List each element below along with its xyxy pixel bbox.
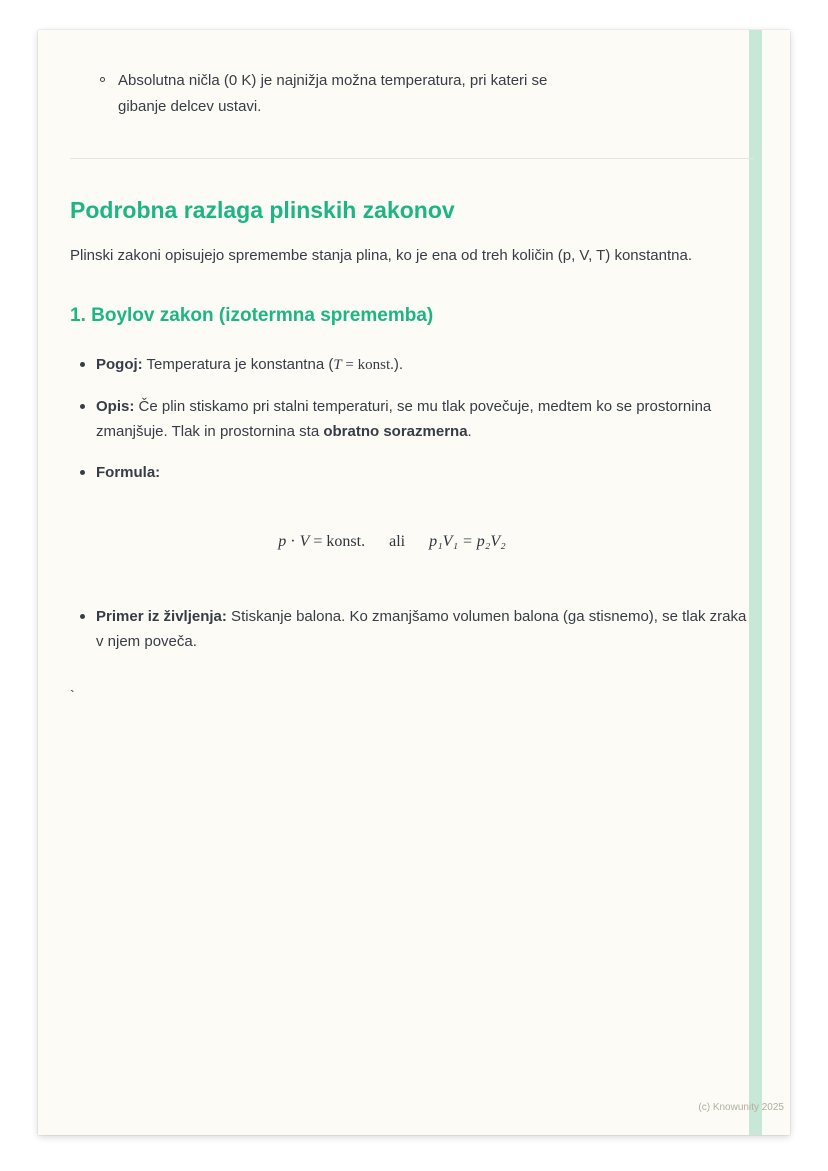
list-item-opis (96, 394, 754, 446)
divider (70, 158, 754, 159)
bullet-list-continued (70, 604, 754, 656)
nested-bullet-list (70, 68, 754, 120)
bullet-dot-icon (80, 362, 85, 367)
subsection-title: 1. Boylov zakon (izotermna sprememba) (70, 305, 434, 327)
list-item-pogoj (96, 352, 754, 379)
formula-var-p: p (278, 533, 287, 551)
document-page (38, 30, 790, 1135)
bullet-bold-phrase: obratno sorazmerna (323, 423, 468, 441)
stray-backtick: ` (70, 687, 75, 704)
bullet-dot-icon (80, 470, 85, 475)
section-title: Podrobna razlaga plinskih zakonov (70, 196, 455, 223)
formula-var-v: V (299, 533, 310, 551)
bullet-text: Stiskanje balona. Ko zmanjšamo volumen balona (ga stisnemo), se tlak zraka v njem poveča. (96, 607, 747, 651)
bullet-label: Primer iz življenja: (96, 607, 227, 625)
list-item-primer (96, 604, 754, 656)
math-variable: T (333, 356, 342, 373)
bullet-dot-icon (80, 404, 85, 409)
list-item-text: Absolutna ničla (0 K) je najnižja možna temperatura, pri kateri se gibanje delcev ustavi. (118, 72, 548, 115)
list-item-formula (96, 460, 754, 486)
math-text: = konst. (341, 356, 394, 373)
bullet-label: Formula: (96, 464, 161, 482)
copyright-footer: (c) Knowunity 2025 (698, 1102, 784, 1113)
formula-right-side: p₁V₁ = p₂V₂ (429, 533, 506, 551)
bullet-text-end: . (467, 423, 472, 441)
bullet-label: Pogoj: (96, 355, 143, 373)
circle-bullet-icon (100, 77, 105, 82)
bullet-text: Temperatura je konstantna ( (142, 355, 334, 373)
formula-dot-operator: · (290, 533, 296, 551)
bullet-dot-icon (80, 614, 85, 619)
page-content (38, 30, 790, 707)
formula-equals-konst: = konst. (313, 533, 366, 551)
bullet-text-end: ). (393, 355, 404, 373)
formula-connector: ali (389, 533, 406, 551)
list-item (118, 68, 584, 120)
section-intro: Plinski zakoni opisujejo spremembe stanja plina, ko je ena od treh količin (p, V, T) konstantna. (70, 247, 693, 265)
formula-equation (70, 528, 714, 556)
bullet-text: Če plin stiskamo pri stalni temperaturi, se mu tlak povečuje, medtem ko se prostornina zmanjšuje. Tlak in prostornina sta (96, 397, 712, 441)
bullet-list (70, 352, 754, 486)
bullet-label: Opis: (96, 397, 135, 415)
